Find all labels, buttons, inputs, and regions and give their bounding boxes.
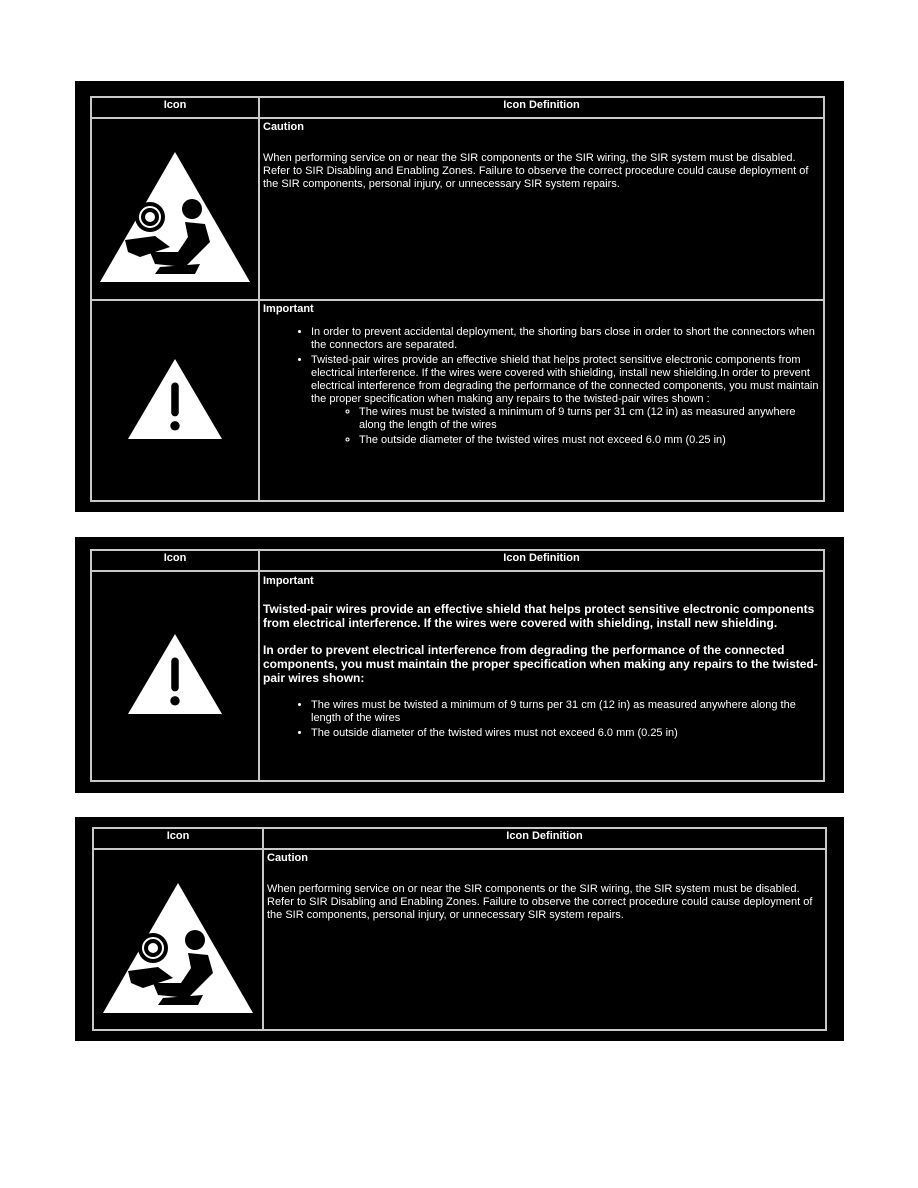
icon-definition-table — [92, 827, 827, 1031]
important-paragraph: Twisted-pair wires provide an effective shield that helps protect sensitive electronic components from electrical interference. If the wires were covered with shielding, install new shielding. — [263, 602, 815, 630]
header-icon-definition: Icon Definition — [259, 97, 824, 118]
icon-cell — [93, 849, 263, 1030]
important-title: Important — [263, 575, 314, 587]
exclamation-warning-icon — [128, 634, 222, 714]
important-definition — [259, 571, 824, 781]
bullet-item: • The outside diameter of the twisted wires must not exceed 6.0 mm (0.25 in) — [311, 727, 820, 740]
header-icon: Icon — [91, 97, 259, 118]
bullet-item: • Twisted-pair wires provide an effective shield that helps protect sensitive electronic components from electrical interference. If the wires were covered with shielding, install new shielding.In order to prevent electrical interference from degrading the performance of the connected components, you must maintain the proper specification when making any repairs to the twisted-pair wires shown : ◦ The wires must be twisted a minimum of 9 turns per 31 cm (12 in) as measured anywhere along the length of the wires ◦ The outside diameter of the twisted wires must not exceed 6.0 mm (0.25 in) — [311, 354, 820, 447]
important-definition — [259, 300, 824, 501]
icon-definition-table — [90, 549, 825, 782]
bullet-item: • The wires must be twisted a minimum of 9 turns per 31 cm (12 in) as measured anywhere along the length of the wires — [311, 699, 820, 725]
sir-airbag-warning-icon — [101, 883, 255, 1013]
icon-cell — [91, 300, 259, 501]
caution-definition — [259, 118, 824, 300]
sir-airbag-warning-icon — [98, 152, 252, 282]
important-paragraph: In order to prevent electrical interference from degrading the performance of the connected components, you must maintain the proper specification when making any repairs to the twisted-pair wires shown: — [263, 643, 818, 685]
exclamation-warning-icon — [128, 359, 222, 439]
caution-definition — [263, 849, 826, 1030]
bullet-item: • In order to prevent accidental deployment, the shorting bars close in order to short the connectors when the connectors are separated. — [311, 326, 820, 352]
panel-sir-caution-important — [75, 81, 844, 512]
caution-title: Caution — [267, 852, 308, 864]
panel-important-twisted-pair — [75, 537, 844, 793]
caution-title: Caution — [263, 121, 304, 133]
icon-definition-table — [90, 96, 825, 502]
icon-cell — [91, 118, 259, 300]
important-title: Important — [263, 303, 314, 315]
header-icon-definition: Icon Definition — [263, 828, 826, 849]
sub-bullet-item: ◦ The outside diameter of the twisted wires must not exceed 6.0 mm (0.25 in) — [359, 434, 820, 447]
caution-text: When performing service on or near the SIR components or the SIR wiring, the SIR system must be disabled. Refer to SIR Disabling and Enabling Zones. Failure to observe the correct procedure could cause deployment of the SIR components, personal injury, or unnecessary SIR system repairs. — [267, 883, 813, 921]
header-icon-definition: Icon Definition — [259, 550, 824, 571]
header-icon: Icon — [93, 828, 263, 849]
panel-sir-caution — [75, 817, 844, 1041]
icon-cell — [91, 571, 259, 781]
caution-text: When performing service on or near the SIR components or the SIR wiring, the SIR system must be disabled. Refer to SIR Disabling and Enabling Zones. Failure to observe the correct procedure could cause deployment of the SIR components, personal injury, or unnecessary SIR system repairs. — [263, 152, 809, 190]
sub-bullet-item: ◦ The wires must be twisted a minimum of 9 turns per 31 cm (12 in) as measured anywhere along the length of the wires — [359, 406, 820, 432]
header-icon: Icon — [91, 550, 259, 571]
